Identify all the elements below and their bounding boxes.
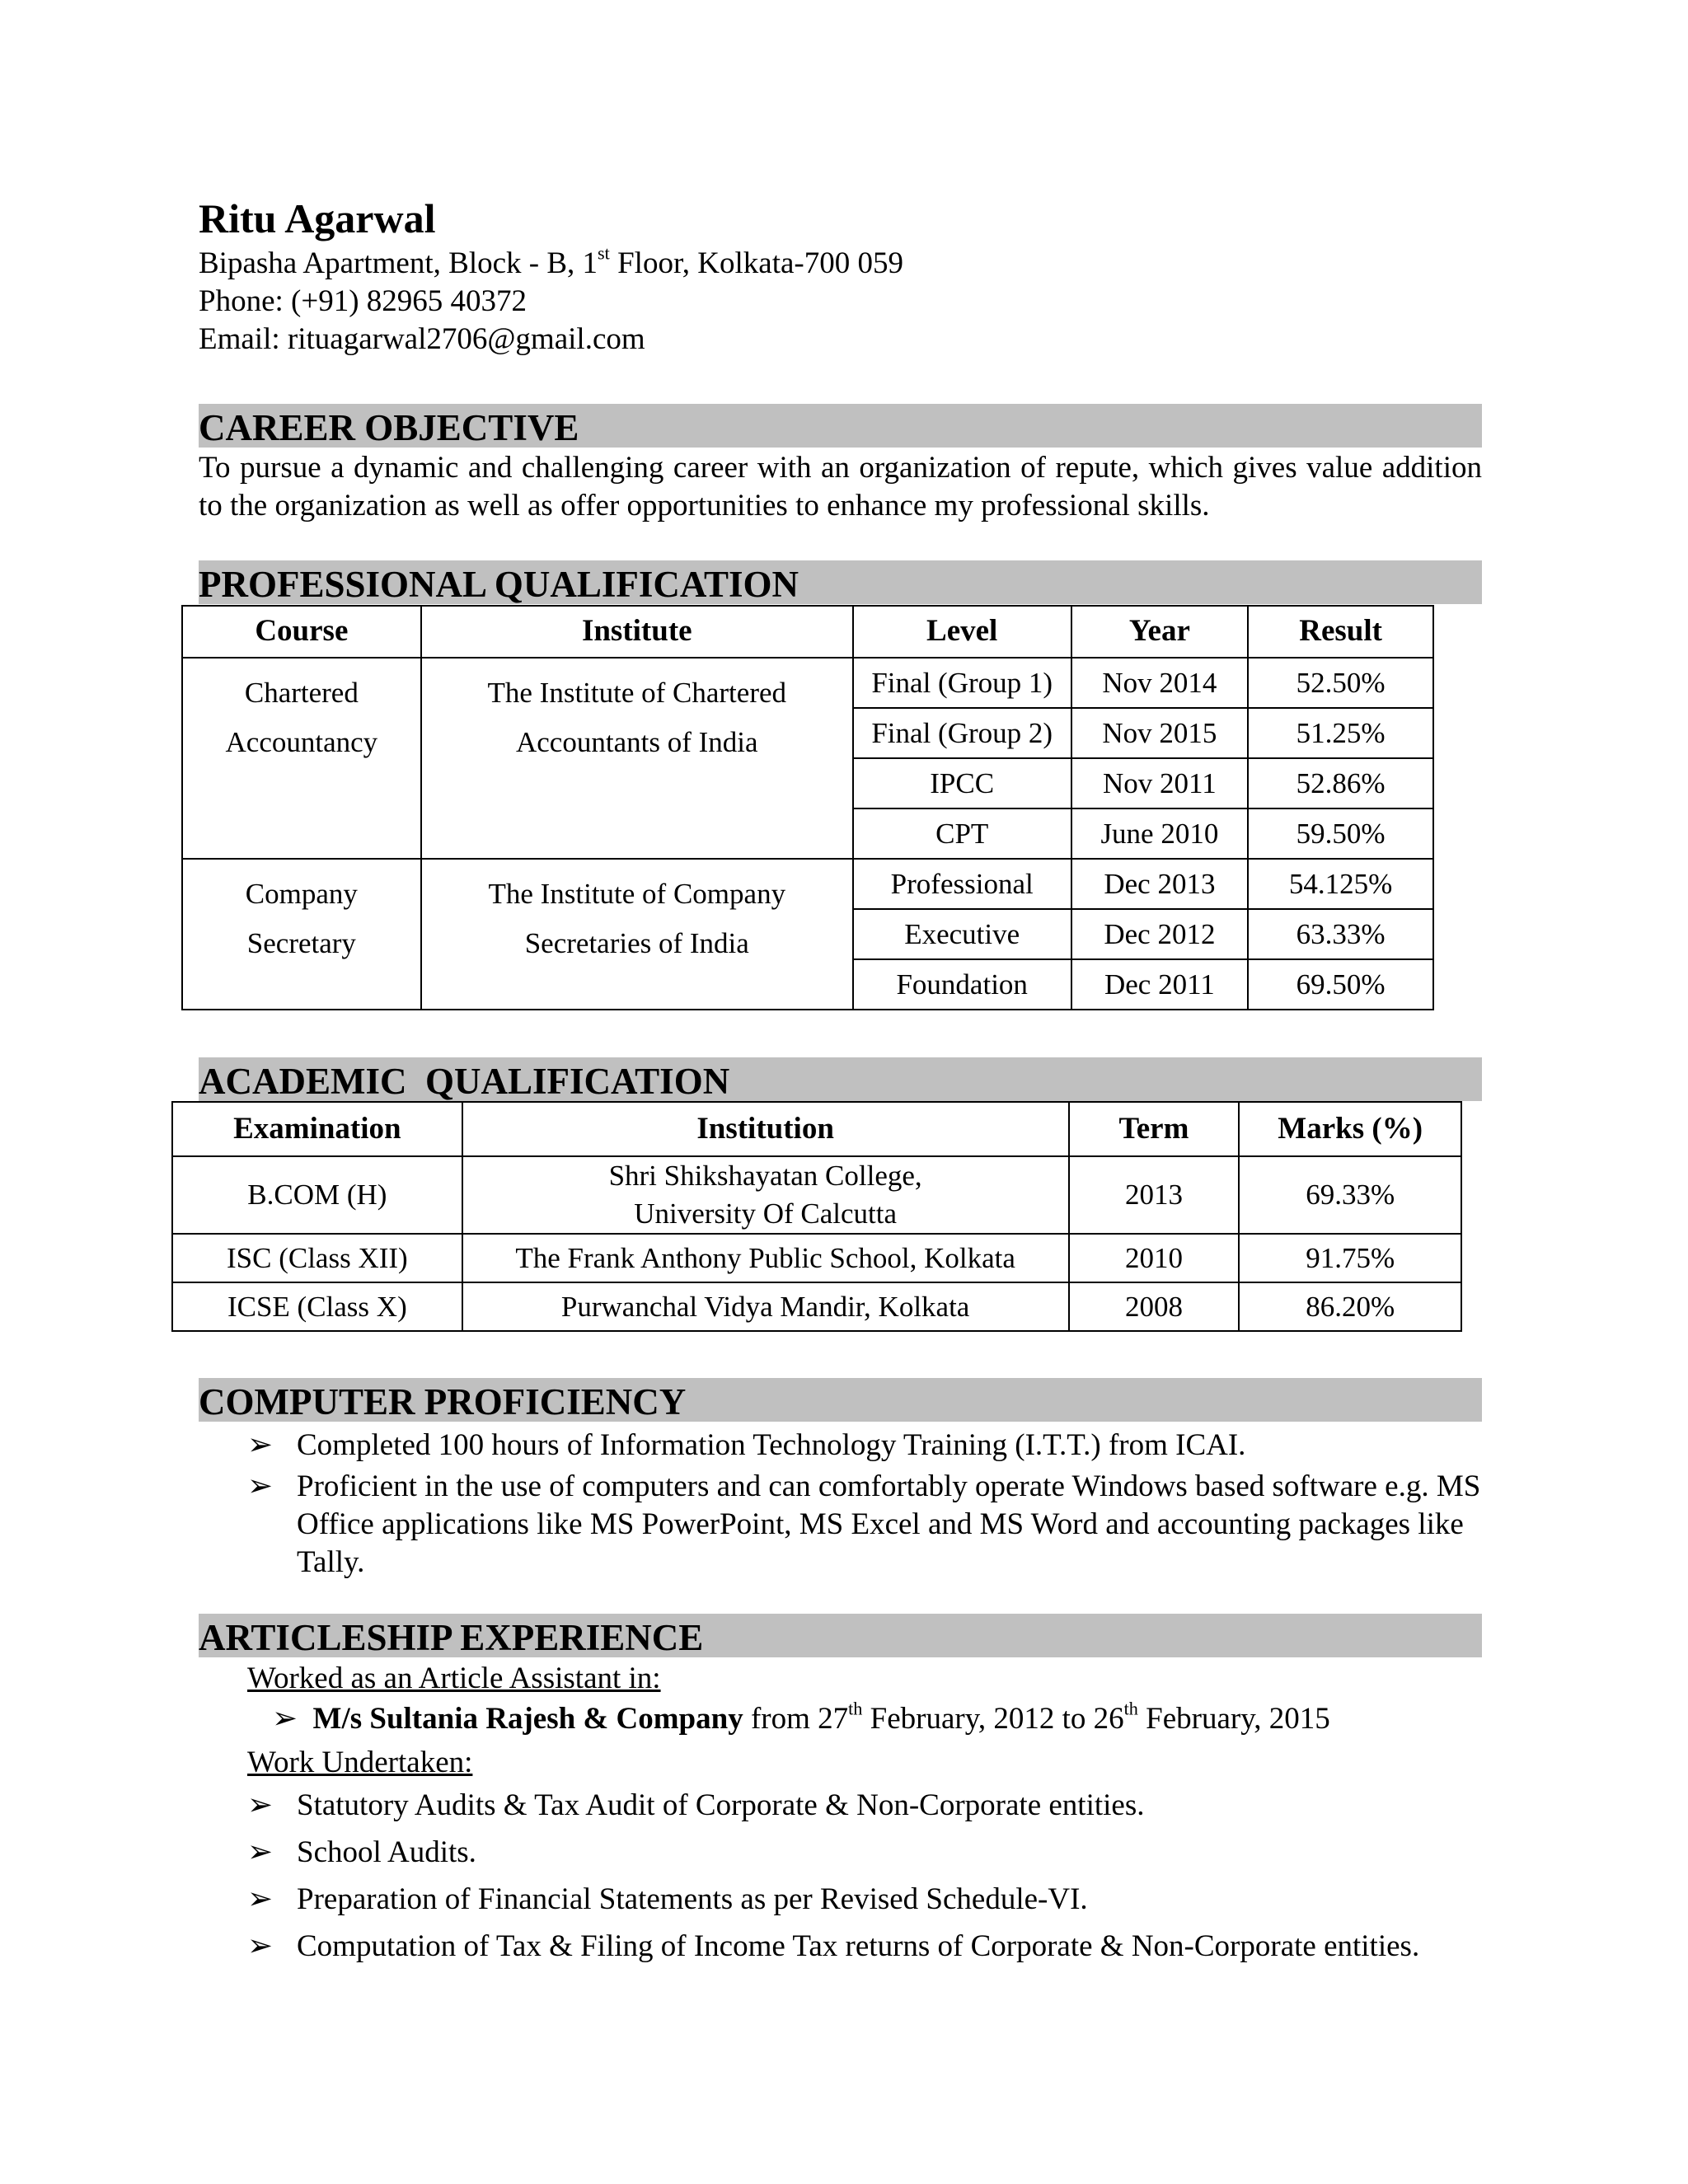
course-cell — [182, 859, 421, 1010]
list-item — [247, 1468, 1484, 1582]
career-objective-heading: CAREER OBJECTIVE — [199, 404, 1482, 448]
term-cell: 2008 — [1069, 1282, 1240, 1331]
institute-cell — [421, 658, 853, 859]
period-sup: th — [1123, 1698, 1138, 1719]
list-item-text: Proficient in the use of computers and can comfortably operate Windows based software e.g. MS Office applications like MS PowerPoint, MS Excel and MS Word and accounting packages like Tally. — [297, 1469, 1481, 1579]
arrow-bullet-icon: ➢ — [247, 1788, 274, 1822]
address-sup: st — [598, 242, 610, 264]
course-line: Company — [245, 878, 358, 910]
table-row — [172, 1234, 1461, 1282]
period-text: February, 2012 to 26 — [862, 1702, 1124, 1736]
list-item-text: School Audits. — [297, 1835, 476, 1869]
list-item — [247, 1928, 1484, 1966]
col-course: Course — [182, 606, 421, 658]
career-objective-text: To pursue a dynamic and challenging career with an organization of repute, which gives value addition to the organization as well as offer opportunities to enhance my professional skills. — [199, 451, 1482, 523]
address — [199, 242, 903, 282]
period-text: from 27 — [743, 1702, 849, 1736]
institute-line: The Institute of Company — [488, 878, 786, 910]
list-item-text: Completed 100 hours of Information Technology Training (I.T.T.) from ICAI. — [297, 1428, 1246, 1462]
work-undertaken-list — [247, 1787, 1484, 1966]
arrow-bullet-icon: ➢ — [247, 1835, 274, 1869]
academic-qualification-table — [171, 1101, 1462, 1332]
year-cell: Nov 2011 — [1071, 758, 1249, 808]
course-cell — [182, 658, 421, 859]
articleship-experience-heading: ARTICLESHIP EXPERIENCE — [199, 1614, 1482, 1657]
exam-cell: ISC (Class XII) — [172, 1234, 462, 1282]
course-line: Accountancy — [225, 726, 378, 758]
arrow-bullet-icon: ➢ — [247, 1882, 274, 1916]
table-row — [182, 859, 1433, 909]
address-text-rest: Floor, Kolkata-700 059 — [609, 246, 903, 280]
course-line: Chartered — [244, 677, 359, 709]
email: Email: rituagarwal2706@gmail.com — [199, 322, 645, 356]
year-cell: June 2010 — [1071, 808, 1249, 859]
institution-cell: Purwanchal Vidya Mandir, Kolkata — [462, 1282, 1069, 1331]
result-cell: 52.50% — [1248, 658, 1433, 708]
level-cell: Final (Group 1) — [853, 658, 1071, 708]
table-row — [172, 1156, 1461, 1234]
result-cell: 69.50% — [1248, 959, 1433, 1010]
institution-cell — [462, 1156, 1069, 1234]
level-cell: CPT — [853, 808, 1071, 859]
exam-cell: ICSE (Class X) — [172, 1282, 462, 1331]
work-undertaken-label: Work Undertaken: — [247, 1746, 473, 1779]
term-cell: 2010 — [1069, 1234, 1240, 1282]
level-cell: Executive — [853, 909, 1071, 959]
course-line: Secretary — [246, 927, 356, 959]
result-cell: 63.33% — [1248, 909, 1433, 959]
table-header-row — [172, 1102, 1461, 1156]
list-item — [247, 1787, 1484, 1825]
academic-qualification-heading: ACADEMIC QUALIFICATION — [199, 1057, 1482, 1101]
result-cell: 51.25% — [1248, 708, 1433, 758]
col-marks: Marks (%) — [1239, 1102, 1461, 1156]
institute-line: The Institute of Chartered — [487, 677, 787, 709]
year-cell: Dec 2012 — [1071, 909, 1249, 959]
col-year: Year — [1071, 606, 1249, 658]
year-cell: Dec 2013 — [1071, 859, 1249, 909]
level-cell: Professional — [853, 859, 1071, 909]
arrow-bullet-icon: ➢ — [272, 1702, 298, 1736]
list-item — [247, 1834, 1484, 1872]
marks-cell: 69.33% — [1239, 1156, 1461, 1234]
year-cell: Nov 2015 — [1071, 708, 1249, 758]
period-text: February, 2015 — [1137, 1702, 1330, 1736]
candidate-name: Ritu Agarwal — [199, 195, 436, 241]
col-institution: Institution — [462, 1102, 1069, 1156]
level-cell: IPCC — [853, 758, 1071, 808]
col-institute: Institute — [421, 606, 853, 658]
institution-cell: The Frank Anthony Public School, Kolkata — [462, 1234, 1069, 1282]
table-row — [182, 658, 1433, 708]
firm-line — [272, 1698, 1330, 1737]
list-item-text: Computation of Tax & Filing of Income Tax returns of Corporate & Non-Corporate entities. — [297, 1929, 1420, 1963]
professional-qualification-heading: PROFESSIONAL QUALIFICATION — [199, 560, 1482, 604]
list-item — [247, 1427, 1484, 1465]
computer-proficiency-list — [247, 1427, 1484, 1582]
arrow-bullet-icon: ➢ — [247, 1469, 274, 1503]
worked-as-label: Worked as an Article Assistant in: — [247, 1661, 661, 1695]
list-item-text: Preparation of Financial Statements as per Revised Schedule-VI. — [297, 1882, 1088, 1916]
arrow-bullet-icon: ➢ — [247, 1929, 274, 1963]
marks-cell: 86.20% — [1239, 1282, 1461, 1331]
institution-line: University Of Calcutta — [634, 1197, 898, 1230]
result-cell: 54.125% — [1248, 859, 1433, 909]
institute-line: Secretaries of India — [524, 927, 749, 959]
institution-line: Shri Shikshayatan College, — [608, 1160, 922, 1192]
computer-proficiency-heading: COMPUTER PROFICIENCY — [199, 1378, 1482, 1422]
result-cell: 52.86% — [1248, 758, 1433, 808]
col-result: Result — [1248, 606, 1433, 658]
list-item-text: Statutory Audits & Tax Audit of Corporate & Non-Corporate entities. — [297, 1788, 1145, 1822]
year-cell: Nov 2014 — [1071, 658, 1249, 708]
exam-cell: B.COM (H) — [172, 1156, 462, 1234]
col-level: Level — [853, 606, 1071, 658]
result-cell: 59.50% — [1248, 808, 1433, 859]
professional-qualification-table — [181, 605, 1434, 1010]
level-cell: Foundation — [853, 959, 1071, 1010]
col-examination: Examination — [172, 1102, 462, 1156]
level-cell: Final (Group 2) — [853, 708, 1071, 758]
institute-line: Accountants of India — [516, 726, 758, 758]
term-cell: 2013 — [1069, 1156, 1240, 1234]
marks-cell: 91.75% — [1239, 1234, 1461, 1282]
arrow-bullet-icon: ➢ — [247, 1428, 274, 1462]
period-sup: th — [848, 1698, 863, 1719]
institute-cell — [421, 859, 853, 1010]
phone: Phone: (+91) 82965 40372 — [199, 284, 528, 318]
firm-name: M/s Sultania Rajesh & Company — [312, 1702, 743, 1736]
table-row — [172, 1282, 1461, 1331]
table-header-row — [182, 606, 1433, 658]
col-term: Term — [1069, 1102, 1240, 1156]
year-cell: Dec 2011 — [1071, 959, 1249, 1010]
list-item — [247, 1881, 1484, 1919]
address-text: Bipasha Apartment, Block - B, 1 — [199, 246, 598, 280]
